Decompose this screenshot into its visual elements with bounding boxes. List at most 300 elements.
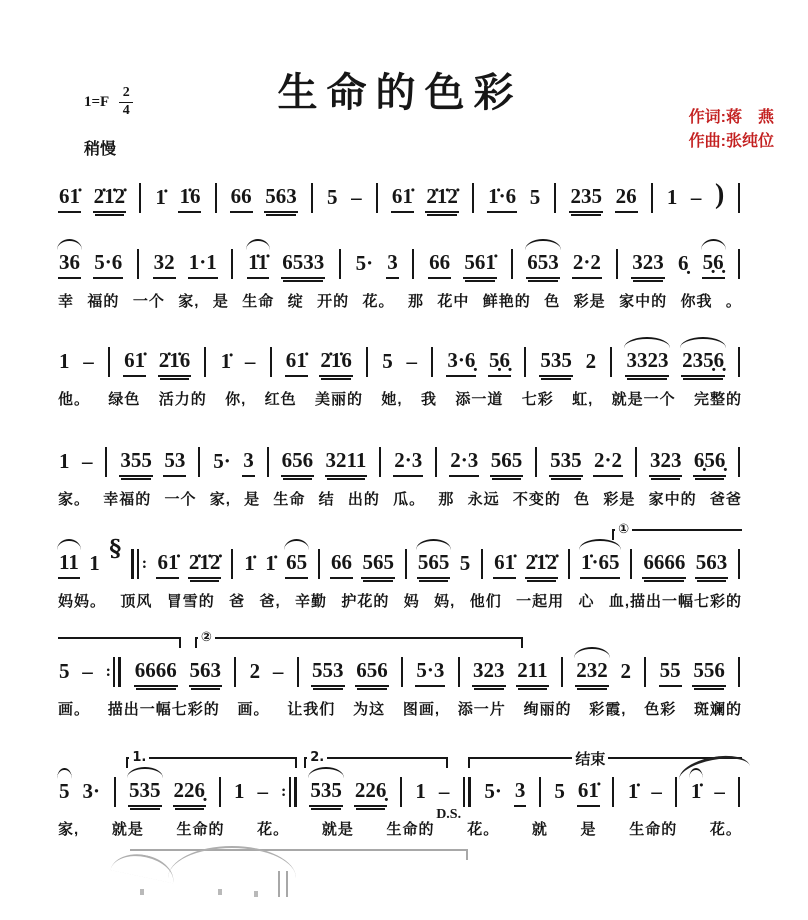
lyric-syllable: 那 xyxy=(438,491,455,508)
note-group: – xyxy=(690,185,702,210)
note-group: 565 xyxy=(417,549,451,578)
song-title: 生命的色彩 xyxy=(277,68,523,116)
key-time-signature xyxy=(84,86,133,118)
barline-part xyxy=(539,777,541,807)
note-group: 5̣6̣ xyxy=(488,347,511,376)
barline xyxy=(309,183,314,213)
barline-part xyxy=(431,347,433,377)
lyric-syllable: 妈 xyxy=(403,593,420,610)
note-group: 2·2 xyxy=(572,249,602,278)
note-group: 1 xyxy=(59,449,70,474)
barline-part xyxy=(294,777,297,807)
barline xyxy=(213,183,218,213)
note-group: 6666 xyxy=(642,549,686,578)
note-group: 6̣56̣ xyxy=(693,447,727,476)
barline xyxy=(430,347,435,377)
lyric-syllable: 是 xyxy=(580,821,597,838)
barline-part xyxy=(379,447,381,477)
lyric-syllable: 虹, xyxy=(572,391,594,408)
lyric-syllable: 生命的 xyxy=(176,821,225,838)
note-group: – xyxy=(81,449,93,474)
note-group: 323 xyxy=(631,249,665,278)
barline-part xyxy=(616,249,618,279)
barline-part xyxy=(376,183,378,213)
notes-row xyxy=(58,534,742,581)
barline-part xyxy=(401,657,403,687)
note-group: 36 xyxy=(58,249,81,278)
lyric-syllable: 就是一个 xyxy=(611,391,676,408)
notes-row xyxy=(58,775,742,809)
lyric-syllable: 是 xyxy=(212,293,229,310)
lyric-syllable: 是 xyxy=(244,491,261,508)
note-group: 2̇1̇2̇ xyxy=(525,549,559,578)
barline-part xyxy=(215,183,217,213)
barline-part xyxy=(234,657,236,687)
volta-bracket xyxy=(58,637,181,649)
note-group: 26 xyxy=(615,183,638,212)
lyrics-row xyxy=(58,698,742,719)
barline-part xyxy=(738,347,740,377)
barline-part xyxy=(738,183,740,213)
note-group: 5·6 xyxy=(93,249,123,278)
barline-part xyxy=(738,657,740,687)
credits xyxy=(689,106,774,154)
barline-part xyxy=(458,657,460,687)
lyric-syllable: 生命的 xyxy=(629,821,678,838)
note-group: 32 xyxy=(153,249,176,278)
lyric-syllable: 辛勤 xyxy=(295,593,328,610)
note-group: 66 xyxy=(230,183,253,212)
lyric-syllable: 色 xyxy=(544,293,561,310)
note-group: – xyxy=(257,779,269,804)
barline-part xyxy=(651,183,653,213)
barline xyxy=(233,657,238,687)
barline-part xyxy=(311,183,313,213)
barline xyxy=(104,447,109,477)
lyric-syllable: 家。 xyxy=(58,491,91,508)
barline xyxy=(217,777,222,807)
lyric-syllable: 爸爸 xyxy=(709,491,742,508)
lyric-syllable: 家中的 xyxy=(619,293,668,310)
notes-row xyxy=(58,345,742,379)
note-group: 2̇1̇6 xyxy=(158,347,192,376)
note-group: 2̇1̇2̇ xyxy=(188,549,222,578)
lyric-syllable: 完整的 xyxy=(693,391,742,408)
volta-label: 1. xyxy=(129,750,149,765)
lyric-syllable: 幸 xyxy=(58,293,75,310)
barline-part xyxy=(339,249,341,279)
note-group: 5 xyxy=(59,659,70,684)
time-signature-top: 2 xyxy=(122,85,130,100)
barline-part xyxy=(568,549,570,579)
barline-part xyxy=(137,249,139,279)
barline xyxy=(230,249,235,279)
note-group: 5· xyxy=(355,251,374,276)
lyric-syllable: 就 xyxy=(531,821,548,838)
segno-icon: § xyxy=(109,534,122,562)
lyric-syllable: 花。 xyxy=(257,821,290,838)
note-group: 5 xyxy=(58,778,71,805)
barline-part xyxy=(610,347,612,377)
note-group: 323 xyxy=(472,657,506,686)
lyrics-row xyxy=(58,290,742,311)
volta-label: ① xyxy=(615,522,632,537)
lyric-syllable: 护花的 xyxy=(341,593,390,610)
lyric-syllable: 我 xyxy=(420,391,437,408)
barline xyxy=(130,549,148,579)
note-group: 535 xyxy=(549,447,583,476)
note-group: – xyxy=(438,779,450,804)
note-group: 2·3 xyxy=(393,447,423,476)
notes-row xyxy=(58,178,742,215)
lyric-syllable: 彩霞, xyxy=(589,701,627,718)
barline xyxy=(337,249,342,279)
barline-part xyxy=(463,777,465,807)
note-group: 5·3 xyxy=(415,657,445,686)
faded-slur-arc xyxy=(110,849,177,884)
key-signature: 1=F xyxy=(84,93,110,110)
note-group: 3· xyxy=(82,779,101,804)
barline-part xyxy=(267,447,269,477)
lyric-syllable: 七彩 xyxy=(521,391,554,408)
lyric-syllable: 爸, xyxy=(259,593,281,610)
barline xyxy=(403,549,408,579)
barline-part xyxy=(630,549,632,579)
barline-part xyxy=(113,657,115,687)
system-1 xyxy=(58,163,742,215)
note-group: 3 xyxy=(386,249,399,278)
note-group: 563 xyxy=(264,183,298,212)
note-group: 61̇ xyxy=(123,347,146,376)
lyric-syllable: 爸 xyxy=(229,593,246,610)
note-group: 535 xyxy=(309,777,343,806)
note-group: – xyxy=(244,349,256,374)
note-group: 1̇·65 xyxy=(580,549,621,578)
note-group: – xyxy=(83,349,94,374)
barline xyxy=(471,183,476,213)
barline-part: : xyxy=(105,663,111,680)
lyric-syllable: 。 xyxy=(725,293,742,310)
note-group: 1 xyxy=(666,185,678,210)
lyric-syllable: 她, xyxy=(381,391,403,408)
note-group: 5̣6̣ xyxy=(702,249,725,278)
volta-label: 结束 xyxy=(572,748,608,769)
lyric-syllable: 花中 xyxy=(437,293,470,310)
note-group: 1̇ xyxy=(155,185,166,210)
score xyxy=(58,163,742,839)
lyric-syllable: 为这 xyxy=(353,701,386,718)
barline xyxy=(737,249,742,279)
lyric-syllable: 顶风 xyxy=(120,593,153,610)
lyric-syllable: 你, xyxy=(225,391,247,408)
note-group: 653 xyxy=(526,249,560,278)
barline xyxy=(434,447,439,477)
lyric-syllable: 血,描出一幅七彩的 xyxy=(608,593,742,610)
lyric-syllable: 描出一幅七彩的 xyxy=(107,701,220,718)
note-group: 5 xyxy=(382,349,393,374)
barline-part xyxy=(644,657,646,687)
lyric-syllable: 你我 xyxy=(680,293,713,310)
barline xyxy=(203,347,208,377)
note-group: 61̇ xyxy=(156,549,179,578)
barline-part xyxy=(472,183,474,213)
lyric-syllable: 结 xyxy=(318,491,335,508)
note-group: 1 xyxy=(234,779,245,804)
barline xyxy=(106,347,111,377)
barline xyxy=(268,347,273,377)
system-6 xyxy=(58,630,742,719)
barline xyxy=(456,657,461,687)
note-group: 1̇ xyxy=(244,551,255,576)
barline xyxy=(112,777,117,807)
lyric-syllable: 妈妈。 xyxy=(58,593,107,610)
barline xyxy=(374,183,379,213)
system-5 xyxy=(58,522,742,611)
barline xyxy=(567,549,572,579)
note-group: 66 xyxy=(330,549,353,578)
note-group: 1 xyxy=(415,779,426,804)
note-group: 1̇ xyxy=(265,551,276,576)
lyric-syllable: 花。 xyxy=(362,293,395,310)
note-group: 2̇1̇2̇ xyxy=(93,183,127,212)
barline xyxy=(317,549,322,579)
barline xyxy=(643,657,648,687)
lyric-syllable: 就是 xyxy=(111,821,144,838)
barline-part xyxy=(481,549,483,579)
barline-part xyxy=(612,777,614,807)
barline-part xyxy=(219,777,221,807)
note-group: 235 xyxy=(569,183,603,212)
lyric-syllable: 生命 xyxy=(242,293,275,310)
note-group: 2̇1̇6 xyxy=(319,347,353,376)
barline-part xyxy=(114,777,116,807)
lyric-syllable: 斑斓的 xyxy=(693,701,742,718)
barline xyxy=(737,347,742,377)
note-group: 1̇ xyxy=(627,779,639,804)
barline xyxy=(649,183,654,213)
note-group: – xyxy=(272,659,284,684)
note-group: 5· xyxy=(213,449,231,474)
barline-part xyxy=(405,549,407,579)
lyric-syllable: 那 xyxy=(407,293,424,310)
note-group: 211 xyxy=(516,657,548,686)
lyric-syllable: 生命的 xyxy=(386,821,435,838)
barline-part xyxy=(366,347,368,377)
barline-part xyxy=(270,347,272,377)
barline-part xyxy=(139,183,141,213)
lyric-syllable: 他们 xyxy=(469,593,502,610)
note-group: 65 xyxy=(285,549,308,578)
note-group: 235̣6̣ xyxy=(681,347,725,376)
lyric-syllable: 花。 xyxy=(709,821,742,838)
lyrics-row xyxy=(58,590,742,611)
barline-part xyxy=(131,549,134,579)
lyric-syllable: 生命 xyxy=(273,491,306,508)
note-group: 3 xyxy=(514,777,527,806)
barline-part xyxy=(118,657,121,687)
note-group: 11 xyxy=(58,549,80,578)
note-group: 5· xyxy=(484,779,502,804)
note-group: 66 xyxy=(428,249,451,278)
barline-part xyxy=(524,347,526,377)
barline-part xyxy=(204,347,206,377)
barline-part xyxy=(675,777,677,807)
lyric-syllable: 让我们 xyxy=(287,701,336,718)
barline xyxy=(480,549,485,579)
volta-bracket xyxy=(612,522,742,541)
barline-part xyxy=(105,447,107,477)
note-group: 563 xyxy=(695,549,729,578)
lyric-syllable: 就是 xyxy=(321,821,354,838)
lyric-syllable: 彩是 xyxy=(573,293,606,310)
note-group: 1 xyxy=(59,349,70,374)
lyric-syllable: 妈, xyxy=(434,593,456,610)
barline xyxy=(411,249,416,279)
barline xyxy=(611,777,616,807)
notes-row xyxy=(58,247,742,281)
note-group: 232 xyxy=(575,657,609,686)
note-group: 355 xyxy=(119,447,153,476)
barline-part xyxy=(435,447,437,477)
barline xyxy=(400,657,405,687)
note-group: – xyxy=(406,349,417,374)
barline xyxy=(523,347,528,377)
lyric-syllable: 彩是 xyxy=(603,491,636,508)
notes-row xyxy=(58,655,742,689)
note-group: 565 xyxy=(361,549,395,578)
system-3 xyxy=(58,327,742,409)
barline xyxy=(737,447,742,477)
note-group: 53 xyxy=(163,447,186,476)
note-group: 2 xyxy=(620,659,632,684)
note-group: 61̇ xyxy=(285,347,308,376)
lyric-syllable: 鲜艳的 xyxy=(482,293,531,310)
barline xyxy=(674,777,679,807)
lyric-syllable: 冒雪的 xyxy=(166,593,215,610)
time-signature xyxy=(119,86,133,118)
barline-part xyxy=(297,657,299,687)
barline xyxy=(398,777,403,807)
lyrics-row xyxy=(58,488,742,509)
note-group: 6̣ xyxy=(677,251,689,276)
note-group: 656 xyxy=(281,447,315,476)
barline-part xyxy=(400,777,402,807)
tempo-marking: 稍慢 xyxy=(84,141,117,158)
volta-bracket xyxy=(195,630,523,649)
lyric-syllable: 绽 xyxy=(287,293,304,310)
barline-part xyxy=(412,249,414,279)
note-group: 2 xyxy=(585,349,597,374)
barline-part xyxy=(231,249,233,279)
lyric-syllable: 开的 xyxy=(317,293,350,310)
volta-label: ② xyxy=(198,630,215,645)
barline xyxy=(609,347,614,377)
note-group: 5 xyxy=(529,185,541,210)
note-group: 1·1 xyxy=(188,249,218,278)
barline xyxy=(461,777,472,807)
lyric-syllable: 一起用 xyxy=(516,593,565,610)
note-group: 2 xyxy=(249,659,261,684)
lyric-syllable: 永远 xyxy=(467,491,500,508)
note-group: 3323 xyxy=(625,347,669,376)
faded-note-mark xyxy=(218,889,222,895)
note-group: – xyxy=(651,779,662,804)
note-group: 556 xyxy=(692,657,726,686)
time-signature-bottom: 4 xyxy=(122,102,130,118)
barline xyxy=(737,657,742,687)
barline xyxy=(295,657,300,687)
barline xyxy=(629,549,634,579)
barline xyxy=(614,249,619,279)
lyric-syllable: 色彩 xyxy=(644,701,677,718)
note-group: 3 xyxy=(242,447,255,476)
lyric-syllable: 一个 xyxy=(164,491,197,508)
system-4 xyxy=(58,427,742,509)
note-group: 1̇ xyxy=(220,349,232,374)
barline xyxy=(105,657,123,687)
barline xyxy=(737,549,742,579)
barline-part xyxy=(289,777,291,807)
barline-part xyxy=(108,347,110,377)
ds-marker: D.S. xyxy=(436,807,462,822)
barline xyxy=(280,777,298,807)
note-group: 226̣ xyxy=(173,777,207,806)
note-group: 553 xyxy=(311,657,345,686)
volta-label: 2. xyxy=(307,750,327,765)
note-group: 2·2 xyxy=(593,447,623,476)
barline-part xyxy=(318,549,320,579)
barline-part xyxy=(535,447,537,477)
barline-part xyxy=(738,447,740,477)
note-group: 565 xyxy=(490,447,524,476)
composer-credit: 作曲:张纯位 xyxy=(688,133,774,150)
note-group: 1̇6 xyxy=(178,183,201,212)
lyric-syllable: 家, xyxy=(58,821,80,838)
barline-part xyxy=(738,249,740,279)
note-group: 6666 xyxy=(134,657,178,686)
barline-part xyxy=(137,549,139,579)
lyric-syllable: 他。 xyxy=(58,391,91,408)
note-group: 323 xyxy=(649,447,683,476)
barline xyxy=(634,447,639,477)
barline xyxy=(534,447,539,477)
note-group: 3·6̣ xyxy=(446,347,476,376)
barline-part xyxy=(511,249,513,279)
barline xyxy=(737,183,742,213)
lyric-syllable: 色 xyxy=(574,491,591,508)
notes-row xyxy=(58,445,742,479)
barline xyxy=(737,777,742,807)
lyric-syllable: 一个 xyxy=(132,293,165,310)
note-group: 563 xyxy=(189,657,223,686)
barline xyxy=(509,249,514,279)
lyric-syllable: 画。 xyxy=(237,701,270,718)
note-group: 226̣ xyxy=(354,777,388,806)
barline xyxy=(365,347,370,377)
faded-note-mark xyxy=(140,889,144,895)
barline-part xyxy=(635,447,637,477)
lyric-syllable: 画。 xyxy=(58,701,91,718)
faded-note-mark xyxy=(254,891,258,897)
lyric-syllable: 图画, xyxy=(402,701,440,718)
lyric-syllable: 活力的 xyxy=(158,391,207,408)
barline-part xyxy=(468,777,471,807)
barline xyxy=(135,249,140,279)
note-group: 61̇ xyxy=(577,777,600,806)
faded-bracket-line xyxy=(130,849,468,851)
note-group: 6533 xyxy=(281,249,325,278)
barline xyxy=(138,183,143,213)
